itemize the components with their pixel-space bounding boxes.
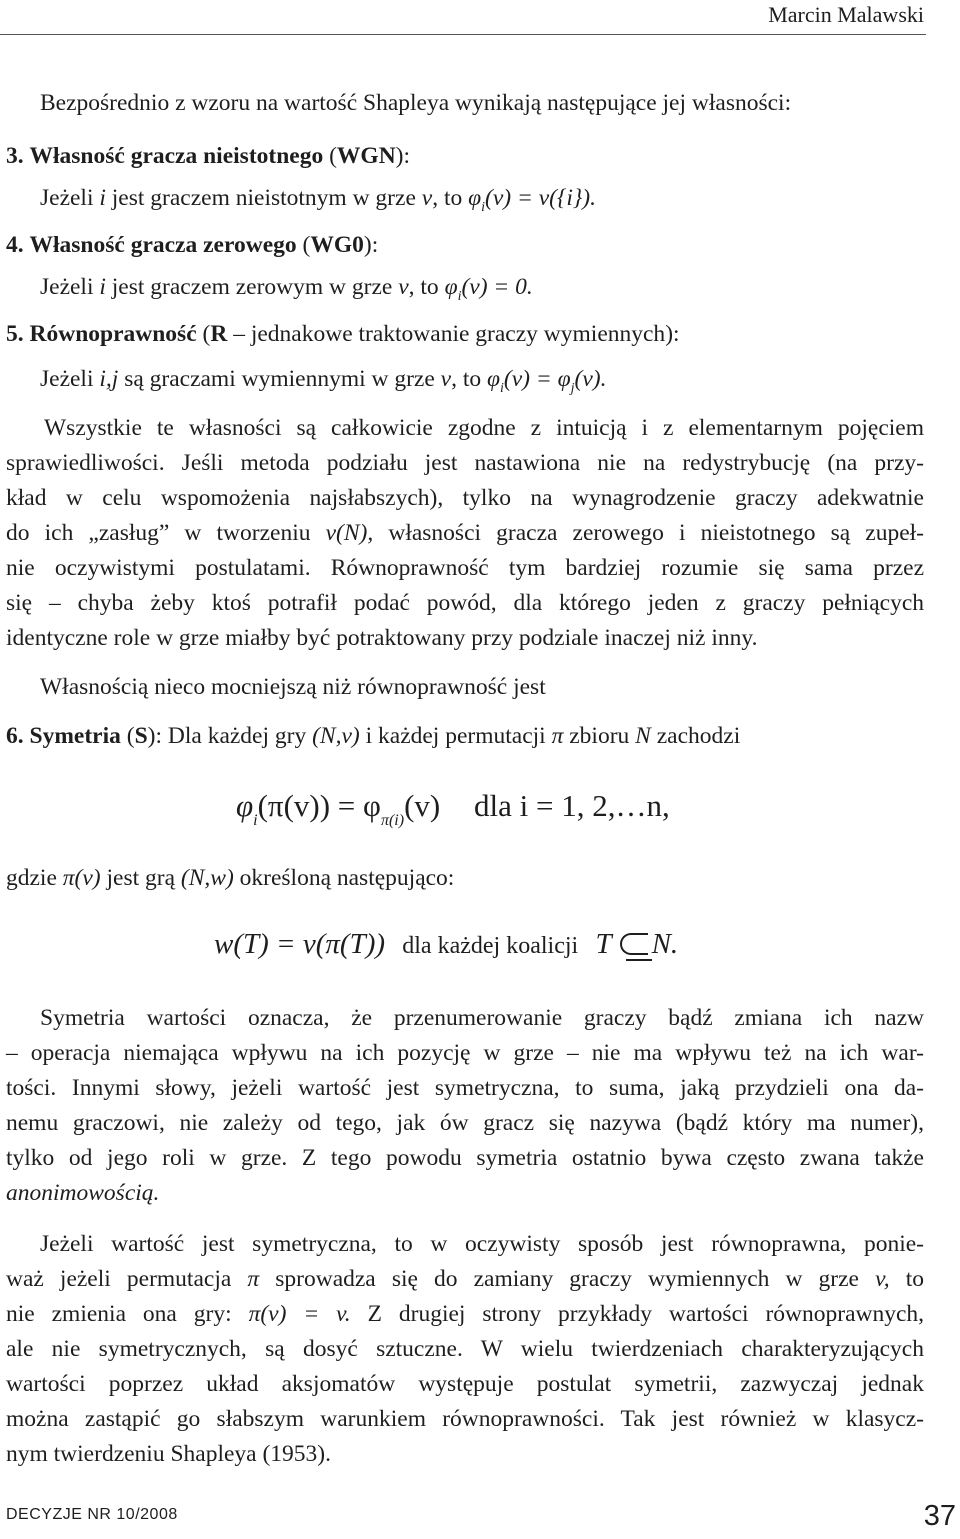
paragraph-1-line-4: do ich „zasług” w tworzeniu v(N), własności gracza zerowego i nieistotnego są zupeł-: [6, 520, 925, 546]
property-4-statement: Jeżeli i jest graczem zerowym w grze v, to $\varphi_i(v) = 0$.: [40, 274, 533, 304]
paragraph-4-line-3: nie zmienia ona gry: π(v) = v. Z drugiej strony przykłady wartości równoprawnych,: [6, 1301, 925, 1327]
paragraph-4-line-6: można zastąpić go słabszym warunkiem równoprawności. Tak jest również w klasycz-: [6, 1406, 924, 1432]
symmetry-formula: $\varphi_i(\pi(v)) = \varphi_{\pi(i)}(v)$ dla i = 1, 2,…n,: [236, 788, 670, 829]
paragraph-3-line-1: Symetria wartości oznacza, że przenumerowanie graczy bądź zmiana ich nazw: [40, 1005, 924, 1031]
paragraph-1-line-2: sprawiedliwości. Jeśli metoda podziału jest nastawiona nie na redystrybucję (na przy-: [6, 450, 924, 476]
paragraph-1-line-5: nie oczywistymi postulatami. Równoprawność tym bardziej rozumie się sama przez: [6, 555, 924, 581]
paragraph-3-line-4: nemu graczowi, nie zależy od tego, jak ów gracz się nazywa (bądź który ma numer),: [6, 1110, 924, 1136]
running-header: Marcin Malawski: [768, 2, 924, 27]
paragraph-4-line-2: waż jeżeli permutacja π sprowadza się do zamiany graczy wymiennych w grze v, to: [6, 1266, 925, 1292]
paragraph-4-line-4: ale nie symetrycznych, są dosyć sztuczne. W wielu twierdzeniach charakteryzujących: [6, 1336, 924, 1362]
paragraph-1-line-3: kład w celu wspomożenia najsłabszych), tylko na wynagrodzenie graczy adekwatnie: [6, 485, 924, 511]
paragraph-1-line-7: identyczne role w grze miałby być potraktowany przy podziale inaczej niż inny.: [6, 625, 758, 651]
paragraph-3-line-2: – operacja niemająca wpływu na ich pozycję w grze – nie ma wpływu też na ich war-: [6, 1040, 924, 1066]
property-5-statement: Jeżeli i,j są graczami wymiennymi w grze v, to $\varphi_i(v) = \varphi_j(v)$.: [40, 366, 607, 396]
property-4-heading: 4. Własność gracza zerowego (WG0):: [6, 232, 379, 258]
paragraph-3-line-3: tości. Innymi słowy, jeżeli wartość jest symetryczna, to suma, jaką przydzieli ona da-: [6, 1075, 924, 1101]
intro-line: Bezpośrednio z wzoru na wartość Shapleya wynikają następujące jej własności:: [40, 90, 792, 116]
property-3-statement: Jeżeli i jest graczem nieistotnym w grze v, to $\varphi_i(v) = v(\{i\})$.: [40, 185, 596, 215]
page-number: 37: [923, 1500, 956, 1532]
property-5-heading: 5. Równoprawność (R – jednakowe traktowanie graczy wymiennych):: [6, 321, 680, 347]
paragraph-3-line-5: tylko od jego roli w grze. Z tego powodu symetria ostatnio bywa często zwana także: [6, 1145, 924, 1171]
gdzie-line: gdzie π(v) jest grą (N,w) określoną następująco:: [6, 865, 455, 891]
journal-footer: DECYZJE NR 10/2008: [6, 1506, 178, 1523]
paragraph-4-line-5: wartości poprzez układ aksjomatów występuje postulat symetrii, zazwyczaj jednak: [6, 1371, 924, 1397]
paragraph-3-line-6: anonimowością.: [6, 1180, 160, 1206]
header-rule: [0, 34, 926, 35]
symmetry-heading: 6. Symetria (S): Dla każdej gry (N,v) i każdej permutacji π zbioru N zachodzi: [6, 723, 741, 749]
paragraph-2: Własnością nieco mocniejszą niż równoprawność jest: [40, 674, 546, 700]
paragraph-4-line-7: nym twierdzeniu Shapleya (1953).: [6, 1441, 331, 1467]
paragraph-1-line-6: się – chyba żeby ktoś potrafił podać powód, dla którego jeden z graczy pełniących: [6, 590, 924, 616]
property-3-heading: 3. Własność gracza nieistotnego (WGN):: [6, 143, 411, 169]
paragraph-4-line-1: Jeżeli wartość jest symetryczna, to w oczywisty sposób jest równoprawna, ponie-: [40, 1231, 924, 1257]
paragraph-1-line-1: Wszystkie te własności są całkowicie zgodne z intuicją i z elementarnym pojęciem: [44, 415, 924, 441]
coalition-formula: w(T) = v(π(T)) dla każdej koalicji T N.: [214, 928, 679, 960]
subset-symbol: [620, 933, 648, 955]
